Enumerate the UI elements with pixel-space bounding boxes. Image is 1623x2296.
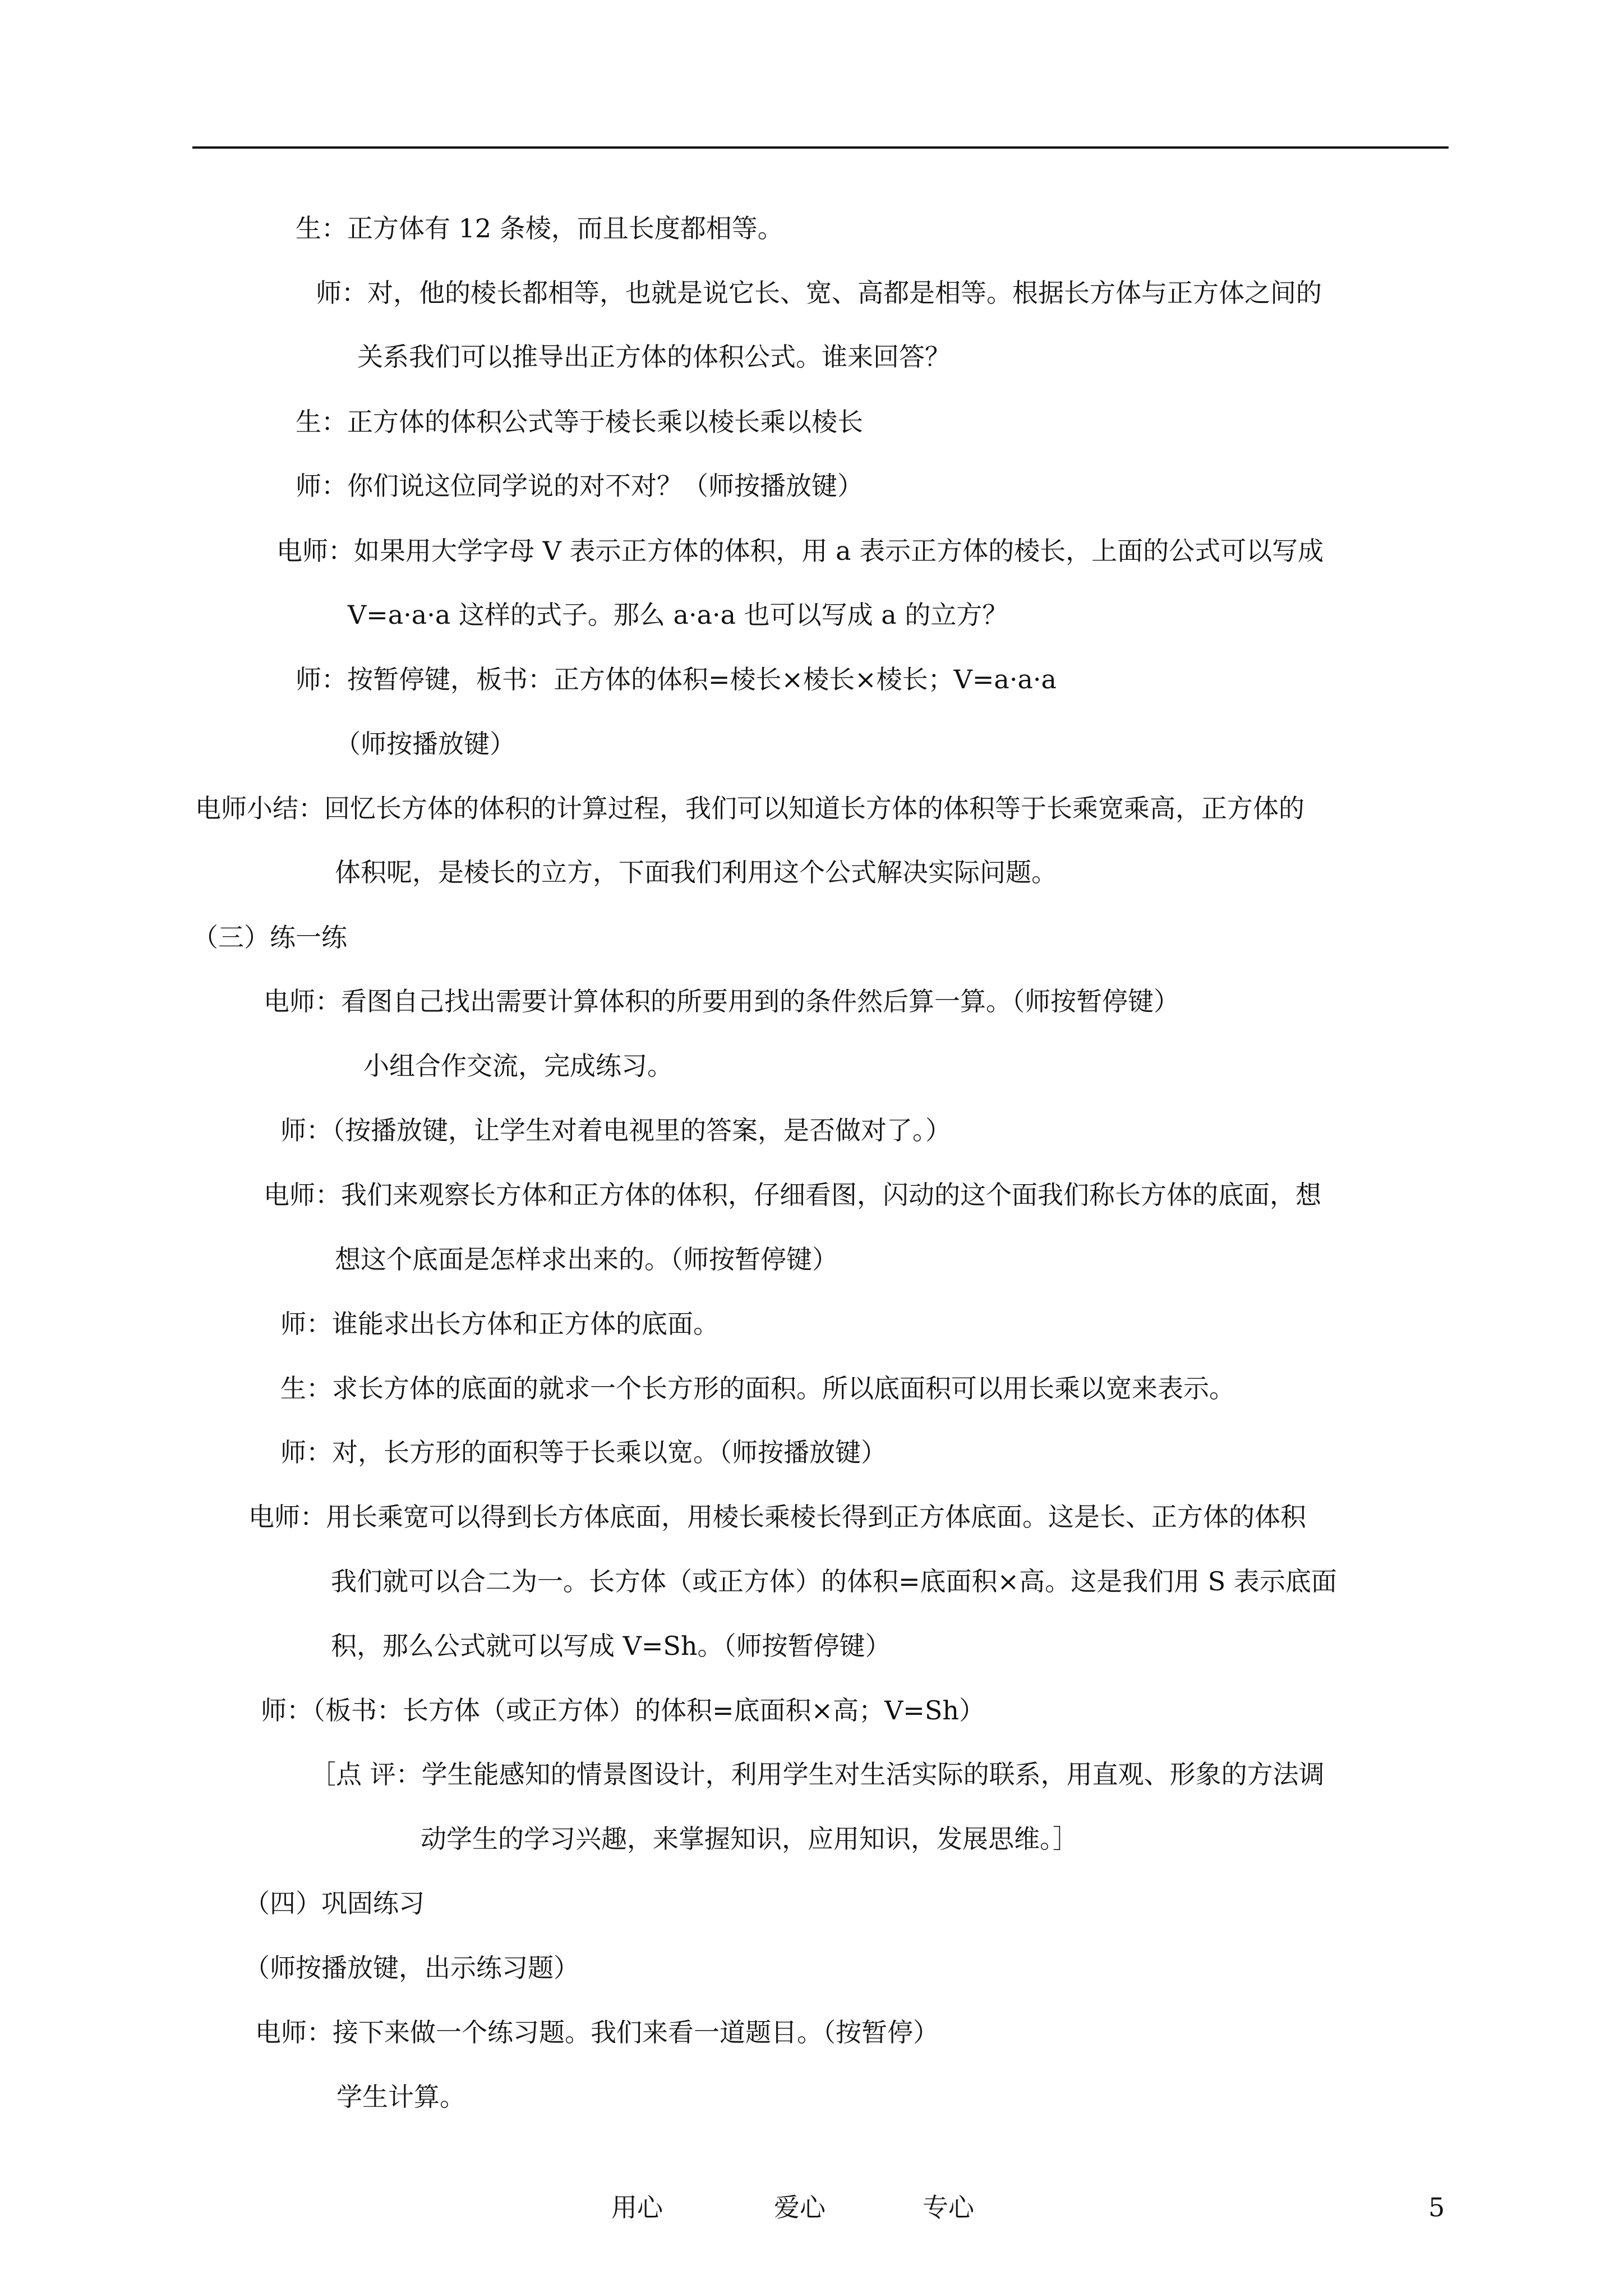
section-heading: （三）练一练 <box>192 922 347 953</box>
text-line: 电师：如果用大学字母 V 表示正方体的体积，用 a 表示正方体的棱长，上面的公式可以写成 <box>276 536 1324 566</box>
text-line: 体积呢，是棱长的立方，下面我们利用这个公式解决实际问题。 <box>335 857 1057 887</box>
text-line: 电师：用长乘宽可以得到长方体底面，用棱长乘棱长得到正方体底面。这是长、正方体的体积 <box>248 1502 1306 1532</box>
comment-line: 动学生的学习兴趣，来掌握知识，应用知识，发展思维。］ <box>421 1824 1078 1854</box>
text-line: 师：按暂停键，板书：正方体的体积=棱长×棱长×棱长；V=a·a·a <box>296 664 1057 694</box>
text-line: （师按播放键） <box>335 729 515 759</box>
text-line: 小组合作交流，完成练习。 <box>363 1051 673 1081</box>
text-line: 我们就可以合二为一。长方体（或正方体）的体积=底面积×高。这是我们用 S 表示底面 <box>331 1566 1337 1596</box>
text-line: 生：正方体的体积公式等于棱长乘以棱长乘以棱长 <box>296 407 863 437</box>
text-line: （师按播放键，出示练习题） <box>244 1953 579 1983</box>
footer-middle: 爱心 <box>774 2192 826 2223</box>
text-line: V=a·a·a 这样的式子。那么 a·a·a 也可以写成 a 的立方？ <box>348 600 1008 630</box>
section-heading: （四）巩固练习 <box>244 1888 425 1918</box>
text-line: 积，那么公式就可以写成 V=Sh。（师按暂停键） <box>331 1631 891 1661</box>
text-line: 师：（板书：长方体（或正方体）的体积=底面积×高；V=Sh） <box>261 1695 985 1726</box>
footer-left: 用心 <box>611 2192 663 2223</box>
text-line: 想这个底面是怎样求出来的。（师按暂停键） <box>335 1244 838 1274</box>
footer-right: 专心 <box>923 2192 974 2223</box>
header-rule <box>192 146 1449 149</box>
text-line: 学生计算。 <box>336 2082 465 2112</box>
comment-line: ［点 评：学生能感知的情景图设计，利用学生对生活实际的联系，用直观、形象的方法调 <box>310 1759 1325 1789</box>
text-line: 关系我们可以推导出正方体的体积公式。谁来回答？ <box>357 342 951 372</box>
text-line: 师：你们说这位同学说的对不对？（师按播放键） <box>296 471 863 501</box>
text-line: 生：求长方体的底面的就求一个长方形的面积。所以底面积可以用长乘以宽来表示。 <box>280 1373 1235 1404</box>
text-line: 师：对，他的棱长都相等，也就是说它长、宽、高都是相等。根据长方体与正方体之间的 <box>316 278 1322 308</box>
text-line: 电师：接下来做一个练习题。我们来看一道题目。（按暂停） <box>255 2017 939 2047</box>
text-line: 师：（按播放键，让学生对着电视里的答案，是否做对了。） <box>280 1115 951 1145</box>
text-line: 电师：看图自己找出需要计算体积的所要用到的条件然后算一算。（师按暂停键） <box>264 986 1179 1016</box>
text-line: 电师小结：回忆长方体的体积的计算过程，我们可以知道长方体的体积等于长乘宽乘高，正方体的 <box>195 793 1304 823</box>
page-number: 5 <box>1428 2192 1445 2223</box>
text-line: 电师：我们来观察长方体和正方体的体积，仔细看图，闪动的这个面我们称长方体的底面，想 <box>264 1180 1321 1210</box>
text-line: 生：正方体有 12 条棱，而且长度都相等。 <box>296 213 783 243</box>
text-line: 师：谁能求出长方体和正方体的底面。 <box>280 1309 719 1339</box>
text-line: 师：对，长方形的面积等于长乘以宽。（师按播放键） <box>280 1437 887 1467</box>
